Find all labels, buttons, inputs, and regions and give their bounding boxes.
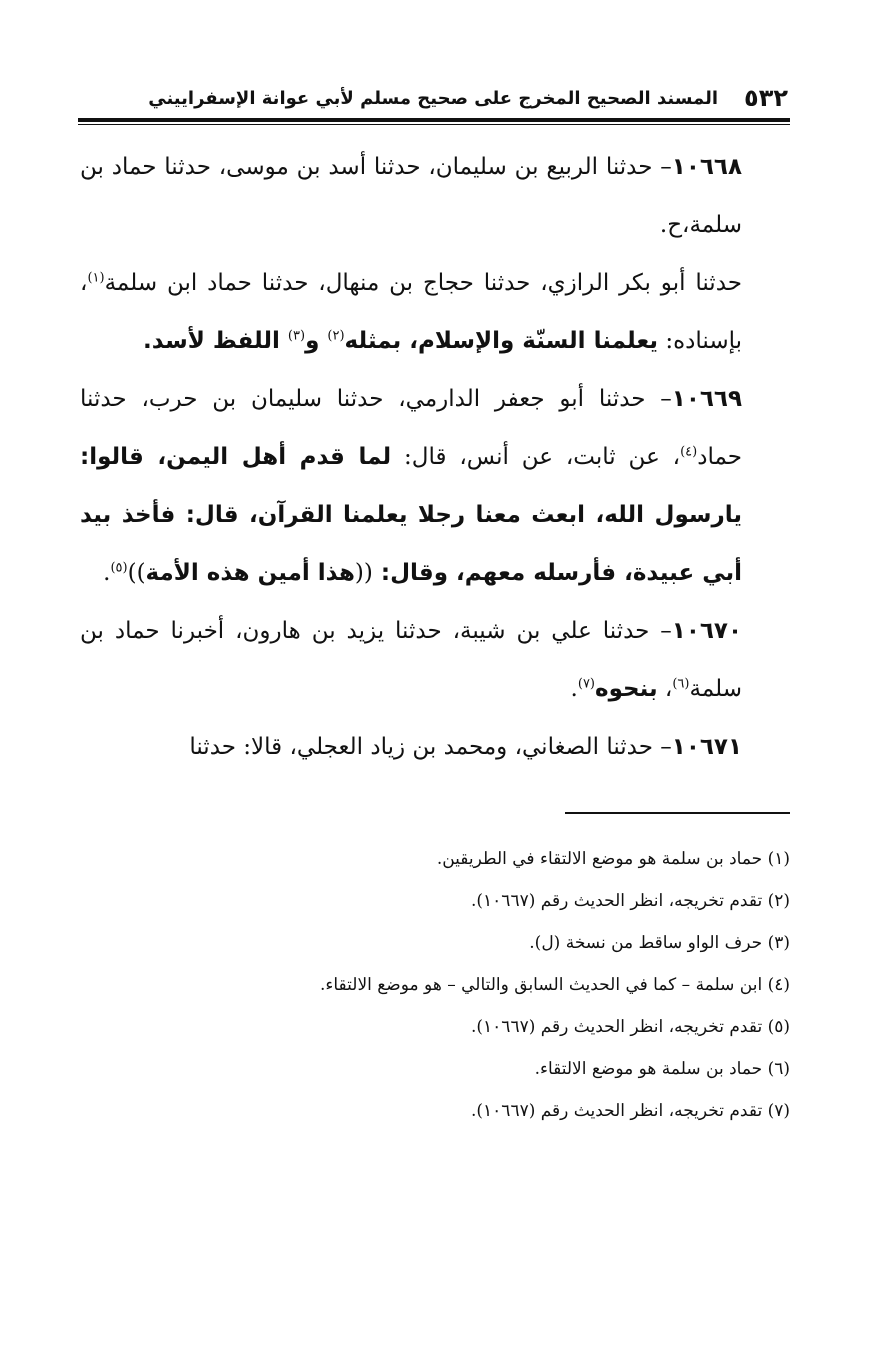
hadith-bold-text: بنحوه: [595, 676, 658, 702]
footnote-ref: (٣): [287, 328, 306, 344]
hadith-10668-chain-2: [80, 254, 790, 370]
hadith-text: ،: [657, 676, 673, 702]
footnotes: [80, 838, 790, 1132]
footnote: (٧) تقدم تخريجه، انظر الحديث رقم (١٠٦٦٧).: [471, 1101, 790, 1121]
footnote: (٢) تقدم تخريجه، انظر الحديث رقم (١٠٦٦٧).: [471, 891, 790, 911]
footnote: (١) حماد بن سلمة هو موضع الالتقاء في الطريقين.: [436, 849, 790, 869]
hadith-text: – حدثنا أبو جعفر الدارمي، حدثنا سليمان بن حرب، حدثنا حماد: [80, 386, 742, 470]
hadith-bold-text: يعلمنا السنّة والإسلام، بمثله: [344, 328, 659, 354]
footnote: (٣) حرف الواو ساقط من نسخة (ل).: [529, 933, 790, 953]
hadith-10671-paragraph: [80, 718, 790, 776]
footnote: (٥) تقدم تخريجه، انظر الحديث رقم (١٠٦٦٧).: [471, 1017, 790, 1037]
hadith-10670-paragraph: [80, 602, 790, 718]
footnote-ref: (٢): [327, 328, 345, 344]
hadith-bold-text: لما قدم أهل اليمن، قالوا: يارسول الله، ابعث معنا رجلا يعلمنا القرآن، قال: فأخذ بيد أبي عبيدة، فأرسله معهم، وقال:: [80, 444, 742, 586]
header-rule: [78, 118, 790, 122]
main-text: [80, 138, 790, 776]
quote-mark: )): [127, 560, 146, 586]
footnote-ref: (٦): [672, 676, 690, 692]
quote-mark: ((: [354, 560, 373, 586]
running-title: المسند الصحيح المخرج على صحيح مسلم لأبي عوانة الإسفراييني: [148, 87, 719, 109]
hadith-number: ١٠٦٦٨: [671, 154, 742, 180]
hadith-number: ١٠٦٦٩: [671, 386, 742, 412]
hadith-text: – حدثنا الربيع بن سليمان، حدثنا أسد بن موسى، حدثنا حماد بن سلمة،ح.: [80, 154, 742, 238]
hadith-number: ١٠٦٧١: [671, 734, 742, 760]
footnote-ref: (٧): [577, 676, 595, 692]
header-rule-thin: [78, 124, 790, 125]
hadith-bold-text: و: [305, 328, 328, 354]
hadith-text: ، بإسناده:: [80, 270, 742, 354]
footnote-ref: (١): [87, 270, 105, 286]
hadith-text: .: [570, 676, 578, 702]
hadith-text: ، عن ثابت، عن أنس، قال:: [391, 444, 681, 470]
hadith-text: حدثنا أبو بكر الرازي، حدثنا حجاج بن منهال، حدثنا حماد ابن سلمة: [104, 270, 742, 296]
footnote: (٦) حماد بن سلمة هو موضع الالتقاء.: [534, 1059, 790, 1079]
hadith-number: ١٠٦٧٠: [671, 618, 742, 644]
hadith-10668-paragraph: [80, 138, 790, 254]
hadith-text: – حدثنا علي بن شيبة، حدثنا يزيد بن هارون، أخبرنا حماد بن سلمة: [80, 618, 742, 702]
footnote-separator: [565, 812, 790, 814]
hadith-10669-paragraph: [80, 370, 790, 602]
footnote: (٤) ابن سلمة – كما في الحديث السابق والتالي – هو موضع الالتقاء.: [319, 975, 790, 995]
footnote-ref: (٥): [110, 560, 128, 576]
footnote-ref: (٤): [680, 444, 698, 460]
page-header: [78, 80, 788, 116]
page-number: ٥٣٢: [744, 84, 788, 112]
hadith-text: – حدثنا الصغاني، ومحمد بن زياد العجلي، قالا: حدثنا: [189, 734, 672, 760]
hadith-bold-text: هذا أمين هذه الأمة: [145, 560, 355, 586]
hadith-text: .: [103, 560, 111, 586]
hadith-bold-text: اللفظ لأسد.: [143, 328, 288, 354]
